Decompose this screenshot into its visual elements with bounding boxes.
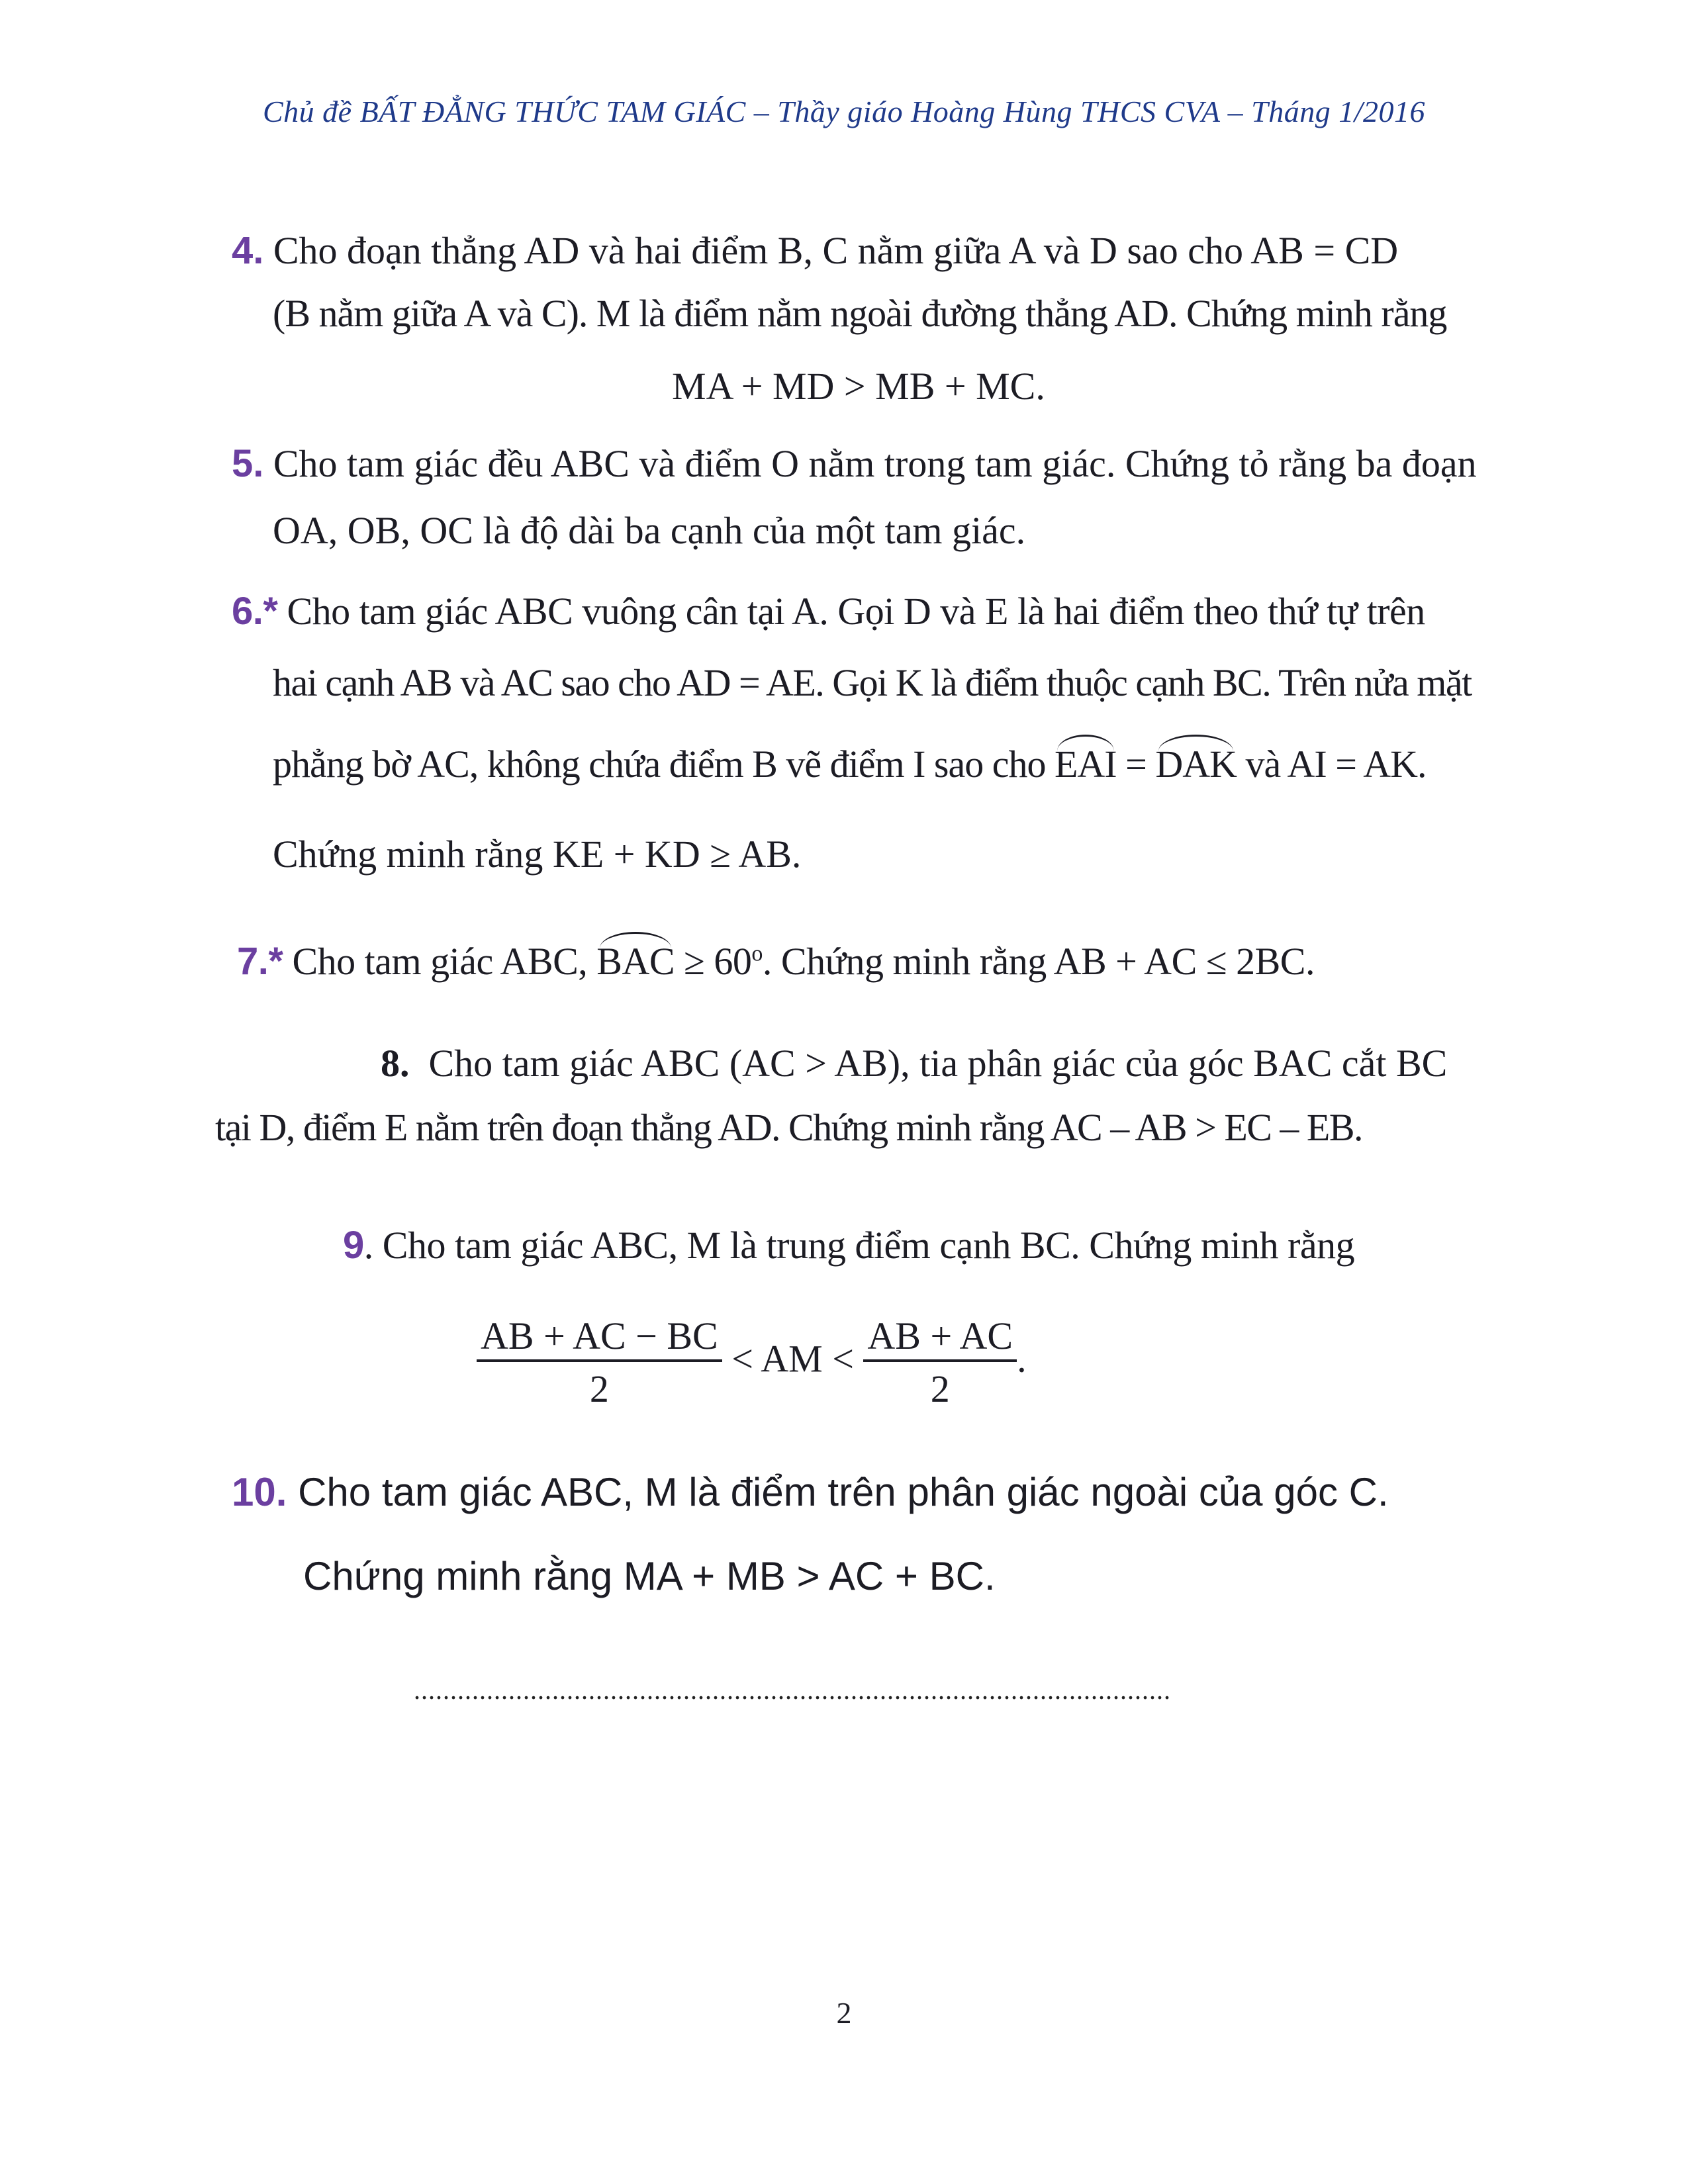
problem-4-line-1: 4. Cho đoạn thẳng AD và hai điểm B, C nằm giữa A và D sao cho AB = CD — [232, 229, 1399, 272]
problem-number: 9 — [343, 1224, 364, 1267]
problem-10-line-2: Chứng minh rằng MA + MB > AC + BC. — [303, 1554, 996, 1598]
problem-4-line-2: (B nằm giữa A và C). M là điểm nằm ngoài đường thẳng AD. Chứng minh rằng — [273, 292, 1447, 335]
problem-4-inequality: MA + MD > MB + MC. — [672, 365, 1045, 408]
problem-6-line-2: hai cạnh AB và AC sao cho AD = AE. Gọi K là điểm thuộc cạnh BC. Trên nửa mặt — [273, 661, 1472, 704]
problem-9-line-1: 9. Cho tam giác ABC, M là trung điểm cạnh BC. Chứng minh rằng — [343, 1224, 1355, 1267]
problem-number: 5. — [232, 442, 264, 485]
fraction-left: $\frac{AB + AC - BC}{2}$ — [477, 1317, 722, 1408]
page-number: 2 — [836, 1996, 852, 2030]
problem-number: 4. — [232, 229, 264, 272]
problem-8-line-1: 8. Cho tam giác ABC (AC > AB), tia phân giác của góc BAC cắt BC — [381, 1042, 1448, 1085]
problem-number: 10. — [232, 1470, 287, 1514]
problem-7-line: 7.* Cho tam giác ABC, BAC ≥ $60^o$. Chứng minh rằng AB + AC ≤ 2BC. — [237, 932, 1315, 981]
problem-9-formula: $\frac{AB + AC - BC}{2}$ < AM < $\frac{AB + AC}{2}$ . — [477, 1317, 1027, 1408]
angle-eai: EAI — [1055, 735, 1117, 784]
fraction-right: $\frac{AB + AC}{2}$ — [863, 1317, 1017, 1408]
end-separator: ........................................................................................................ — [414, 1675, 1171, 1705]
problem-5-line-2: OA, OB, OC là độ dài ba cạnh của một tam giác. — [273, 509, 1026, 552]
problem-6-line-3: phẳng bờ AC, không chứa điểm B vẽ điểm I sao cho EAI = DAK và AI = AK. — [273, 735, 1427, 784]
problem-number: 6.* — [232, 590, 278, 633]
problem-8-line-2: tại D, điểm E nằm trên đoạn thẳng AD. Chứng minh rằng AC – AB > EC – EB. — [215, 1106, 1363, 1149]
angle-bac: BAC — [596, 932, 675, 981]
problem-number: 8. — [381, 1042, 410, 1085]
angle-dak: DAK — [1155, 735, 1237, 784]
problem-5-line-1: 5. Cho tam giác đều ABC và điểm O nằm trong tam giác. Chứng tỏ rằng ba đoạn — [232, 442, 1477, 485]
problem-6-line-4: Chứng minh rằng KE + KD ≥ AB. — [273, 833, 802, 876]
problem-6-line-1: 6.* Cho tam giác ABC vuông cân tại A. Gọi D và E là hai điểm theo thứ tự trên — [232, 590, 1425, 633]
problem-number: 7.* — [237, 940, 283, 983]
problem-10-line-1: 10. Cho tam giác ABC, M là điểm trên phân giác ngoài của góc C. — [232, 1470, 1389, 1514]
page-header: Chủ đề BẤT ĐẲNG THỨC TAM GIÁC – Thầy giáo Hoàng Hùng THCS CVA – Tháng 1/2016 — [262, 95, 1426, 128]
